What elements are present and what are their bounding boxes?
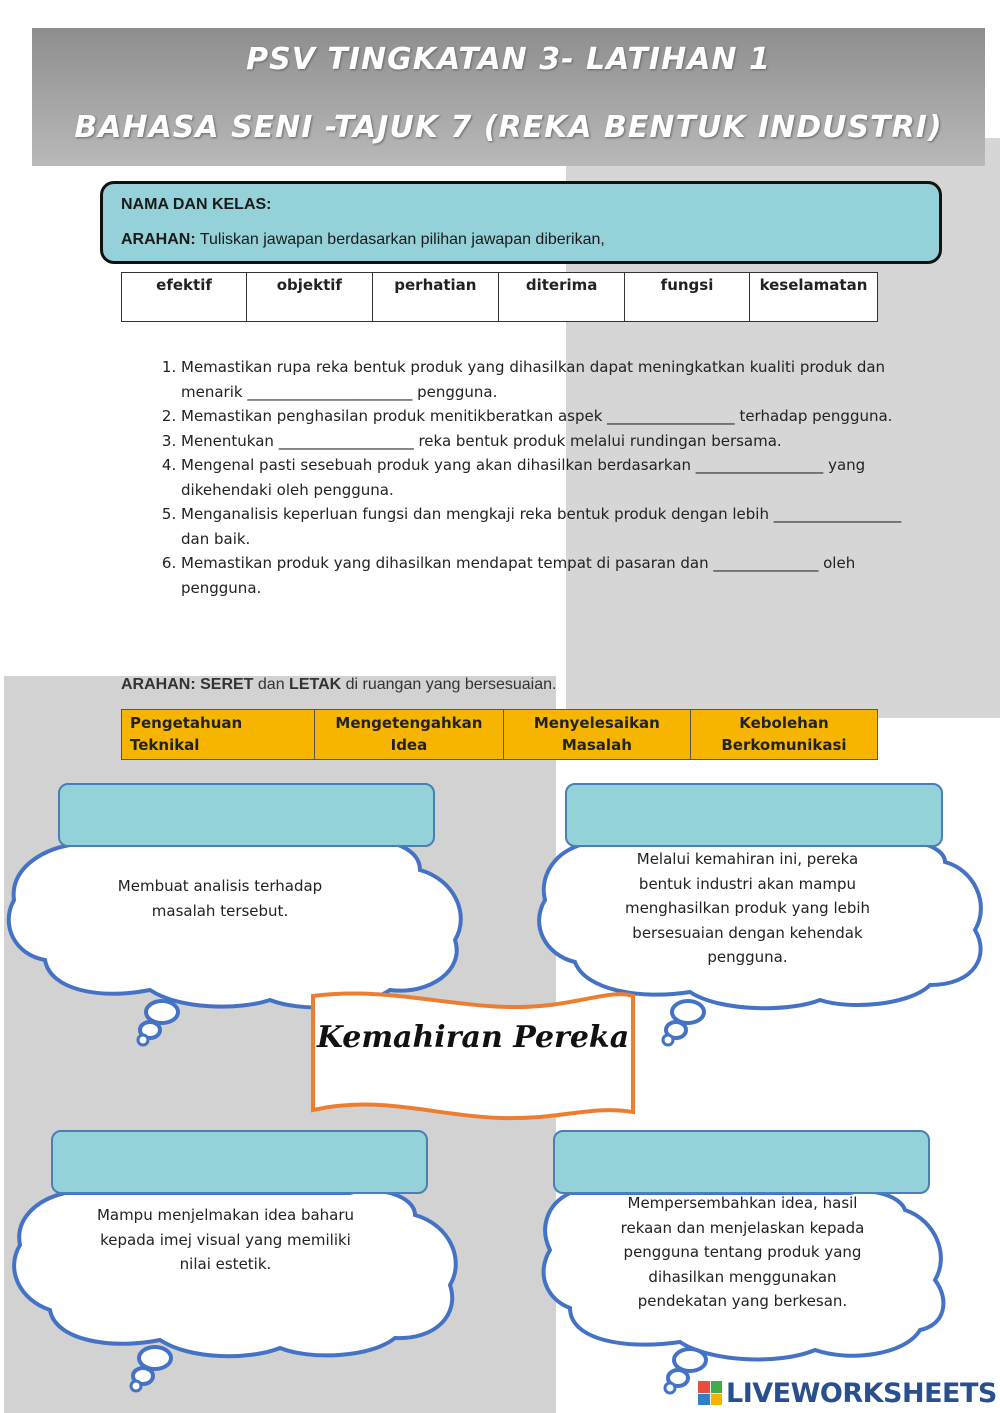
question-item[interactable]: 1. Memastikan rupa reka bentuk produk yang dihasilkan dapat meningkatkan kualiti produk dan menarik ______________________ pengguna. <box>181 355 911 404</box>
cloud-bubble <box>138 1035 148 1045</box>
instruction-1-bold: ARAHAN: <box>121 231 196 248</box>
cloud-bubble <box>131 1381 141 1391</box>
instruction-2-end: di ruangan yang bersesuaian. <box>341 676 557 693</box>
cloud-text-top-left: Membuat analisis terhadap masalah tersebut. <box>117 877 323 920</box>
name-class-label: NAMA DAN KELAS: <box>121 196 272 213</box>
word-bank-item: perhatian <box>372 273 499 322</box>
word-bank-item: fungsi <box>625 273 750 322</box>
drop-zone-bottom-left[interactable] <box>51 1130 428 1194</box>
drag-option-mengetengahkan-idea[interactable]: Mengetengahkan Idea <box>315 710 504 760</box>
cloud-text-top-right: Melalui kemahiran ini, pereka bentuk industri akan mampu menghasilkan produk yang lebih bersesuaian dengan kehendak pengguna. <box>624 850 871 966</box>
center-banner-shape <box>313 994 633 1119</box>
cloud-text-bottom-right: Mempersembahkan idea, hasil rekaan dan menjelaskan kepada pengguna tentang produk yang dihasilkan menggunakan pendekatan yang berkesan. <box>620 1194 865 1310</box>
question-item[interactable]: 2. Memastikan penghasilan produk menitikberatkan aspek _________________ terhadap pengguna. <box>181 404 911 429</box>
header-title-line2: BAHASA SENI -TAJUK 7 (REKA BENTUK INDUSTRI) <box>74 110 943 145</box>
cloud-text-bottom-left: Mampu menjelmakan idea baharu kepada imej visual yang memiliki nilai estetik. <box>96 1206 355 1273</box>
word-bank-item: keselamatan <box>749 273 877 322</box>
question-item[interactable]: 5. Menganalisis keperluan fungsi dan mengkaji reka bentuk produk dengan lebih _________________ dan baik. <box>181 502 911 551</box>
question-item[interactable]: 4. Mengenal pasti sesebuah produk yang akan dihasilkan berdasarkan _________________ yang dikehendaki oleh pengguna. <box>181 453 911 502</box>
logo-mark-icon <box>698 1381 722 1405</box>
question-item[interactable]: 3. Menentukan __________________ reka bentuk produk melalui rundingan bersama. <box>181 429 911 454</box>
header-title-line1: PSV TINGKATAN 3- LATIHAN 1 <box>246 42 771 77</box>
drop-zone-top-right[interactable] <box>565 783 943 847</box>
cloud-bubble <box>665 1383 675 1393</box>
liveworksheets-logo <box>698 1376 997 1410</box>
instruction-2-bold-b: LETAK <box>289 676 342 693</box>
instruction-2-mid: dan <box>253 676 290 693</box>
drag-option-pengetahuan-teknikal[interactable]: Pengetahuan Teknikal <box>122 710 315 760</box>
cloud-bubble <box>663 1035 673 1045</box>
cloud-bubble <box>674 1349 706 1371</box>
drag-option-kebolehan-berkomunikasi[interactable]: Kebolehan Berkomunikasi <box>690 710 877 760</box>
cloud-bubble <box>146 1001 178 1023</box>
question-item[interactable]: 6. Memastikan produk yang dihasilkan mendapat tempat di pasaran dan ______________ oleh pengguna. <box>181 551 911 600</box>
cloud-bubble <box>672 1001 704 1023</box>
cloud-shape-top-left <box>9 841 461 1007</box>
center-banner-title: Kemahiran Pereka <box>316 1020 630 1055</box>
drag-option-menyelesaikan-masalah[interactable]: Menyelesaikan Masalah <box>503 710 690 760</box>
instruction-1-text: Tuliskan jawapan berdasarkan pilihan jawapan diberikan, <box>195 231 605 248</box>
drop-zone-top-left[interactable] <box>58 783 435 847</box>
drop-zone-bottom-right[interactable] <box>553 1130 930 1194</box>
word-bank-item: objektif <box>247 273 373 322</box>
word-bank-item: diterima <box>499 273 625 322</box>
cloud-bubble <box>139 1347 171 1369</box>
word-bank-item: efektif <box>122 273 247 322</box>
logo-text: LIVEWORKSHEETS <box>726 1377 997 1409</box>
instruction-2-bold-a: ARAHAN: SERET <box>121 676 254 693</box>
